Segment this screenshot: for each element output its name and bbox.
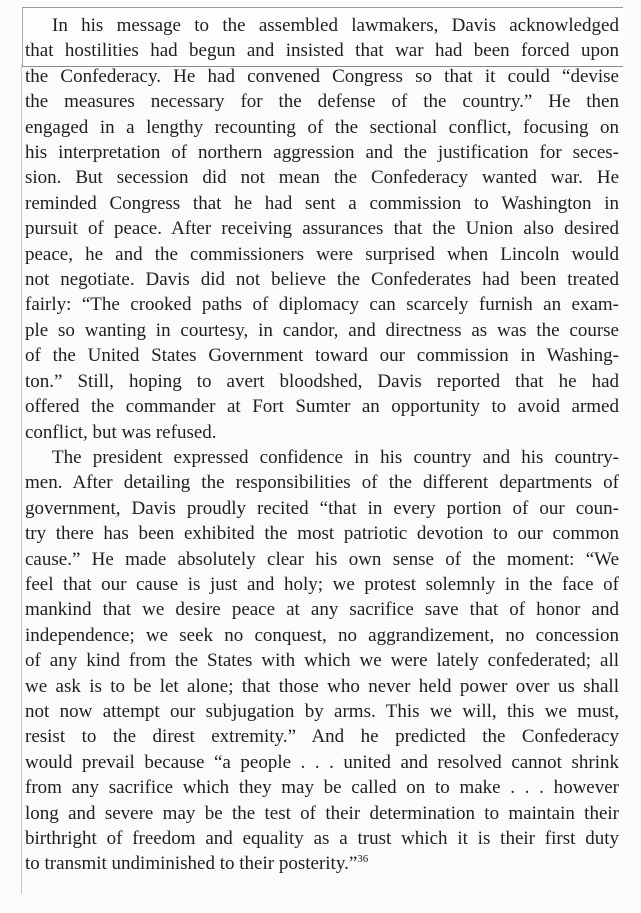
text-line: ton.” Still, hoping to avert bloodshed, Davis reported that he had [25, 370, 619, 392]
text-line: of the United States Government toward our commission in Washing- [25, 345, 619, 367]
text-line-final [25, 851, 619, 876]
text-line: peace, he and the commissioners were surprised when Lincoln would [25, 243, 619, 265]
text-line: not negotiate. Davis did not believe the Confederates had been treated [25, 269, 619, 291]
text-line: would prevail because “a people . . . united and resolved cannot shrink [25, 751, 619, 773]
body-text [25, 13, 619, 877]
text-line: we ask is to be let alone; that those who never held power over us shall [25, 675, 619, 697]
text-line: of any kind from the States with which we were lately confederated; all [25, 650, 619, 672]
text-line: not now attempt our subjugation by arms. This we will, this we must, [25, 700, 619, 722]
text-line: feel that our cause is just and holy; we protest solemnly in the face of [25, 573, 619, 595]
text-line: cause.” He made absolutely clear his own sense of the moment: “We [25, 548, 619, 570]
text-line: long and severe may be the test of their determination to maintain their [25, 802, 619, 824]
text-line: In his message to the assembled lawmakers, Davis acknowledged [52, 15, 619, 36]
text-line-content: to transmit undiminished to their posterity.” [25, 853, 358, 875]
text-line: reminded Congress that he had sent a commission to Washington in [25, 192, 619, 214]
text-line: men. After detailing the responsibilities of the different departments of [25, 472, 619, 494]
text-line: from any sacrifice which they may be called on to make . . . however [25, 777, 619, 799]
text-line: birthright of freedom and equality as a trust which it is their first duty [25, 828, 619, 849]
text-line: try there has been exhibited the most patriotic devotion to our common [25, 523, 619, 545]
left-margin-rule [21, 64, 22, 894]
text-line: pursuit of peace. After receiving assurances that the Union also desired [25, 218, 619, 240]
text-line: mankind that we desire peace at any sacrifice save that of honor and [25, 599, 619, 621]
text-line: the measures necessary for the defense of the country.” He then [25, 91, 619, 113]
paragraph-1 [25, 13, 619, 445]
text-line: conflict, but was refused. [25, 421, 217, 443]
footnote-marker: 36 [357, 853, 369, 866]
text-line: that hostilities had begun and insisted that war had been forced upon [25, 40, 619, 62]
text-line: his interpretation of northern aggression and the justification for seces- [25, 142, 619, 164]
text-line: independence; we seek no conquest, no aggrandizement, no concession [25, 624, 619, 646]
text-line: The president expressed confidence in his country and his country- [52, 446, 619, 468]
text-line: sion. But secession did not mean the Confederacy wanted war. He [25, 167, 619, 189]
text-line: engaged in a lengthy recounting of the sectional conflict, focusing on [25, 116, 619, 138]
text-line: offered the commander at Fort Sumter an opportunity to avoid armed [25, 396, 619, 418]
text-line: resist to the direst extremity.” And he predicted the Confederacy [25, 726, 619, 748]
text-line: government, Davis proudly recited “that in every portion of our coun- [25, 497, 619, 519]
paragraph-2 [25, 445, 619, 877]
text-line: fairly: “The crooked paths of diplomacy can scarcely furnish an exam- [25, 294, 619, 316]
text-line: the Confederacy. He had convened Congress so that it could “devise [25, 65, 619, 87]
text-line: ple so wanting in courtesy, in candor, and directness as was the course [25, 319, 619, 341]
